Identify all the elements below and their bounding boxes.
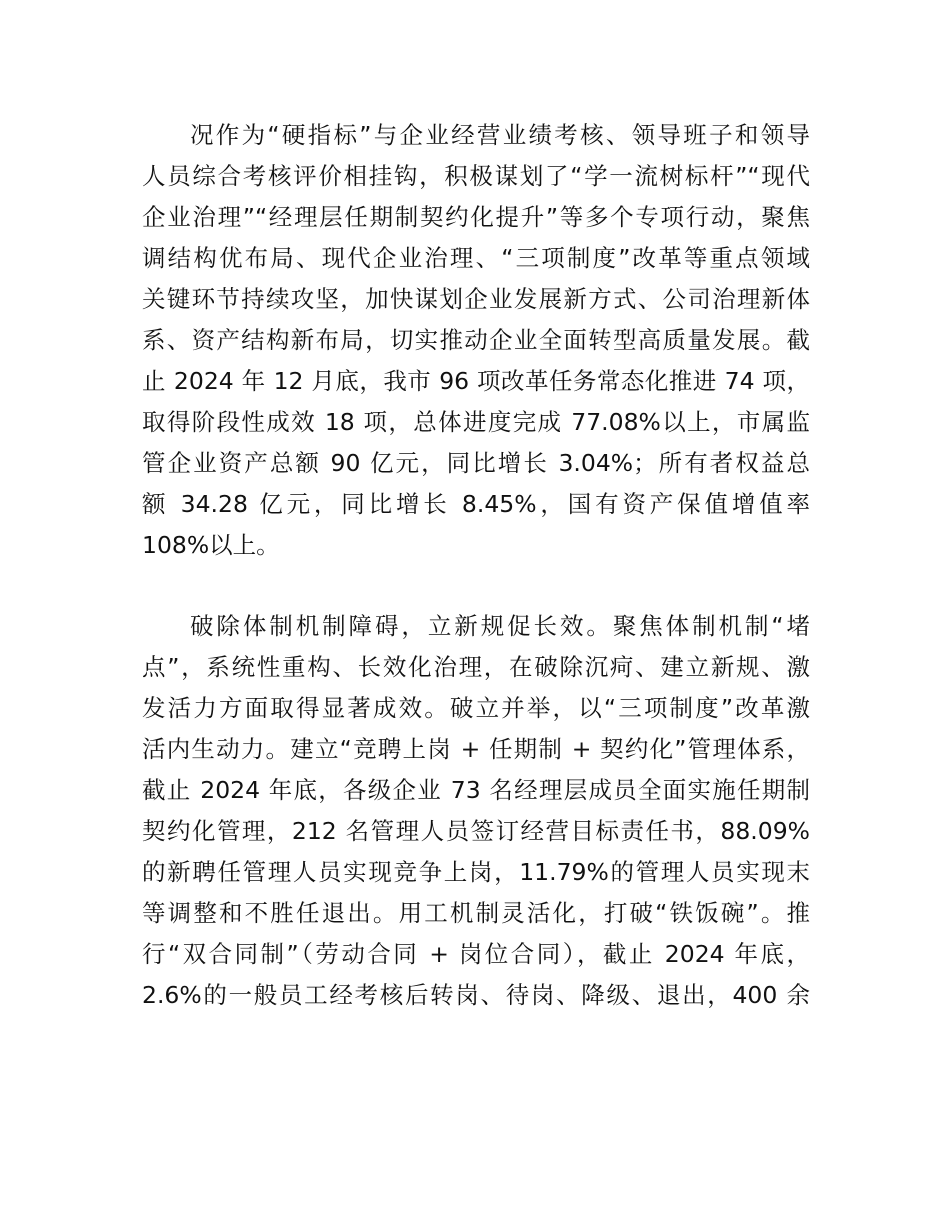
text-line: 2.6%的一般员工经考核后转岗、待岗、降级、退出，400 余 xyxy=(142,981,810,1009)
text-line: 况作为“硬指标”与企业经营业绩考核、领导班子和领导 xyxy=(190,121,810,149)
text-line: 108%以上。 xyxy=(142,531,280,559)
text-line: 人员综合考核评价相挂钩，积极谋划了“学一流树标杆”“现代 xyxy=(142,162,810,190)
text-line: 关键环节持续攻坚，加快谋划企业发展新方式、公司治理新体 xyxy=(142,285,810,313)
text-line: 活内生动力。建立“竞聘上岗 + 任期制 + 契约化”管理体系， xyxy=(142,735,810,763)
text-line: 行“双合同制”（劳动合同 + 岗位合同），截止 2024 年底， xyxy=(142,940,810,968)
text-line: 系、资产结构新布局，切实推动企业全面转型高质量发展。截 xyxy=(142,326,810,354)
text-line: 等调整和不胜任退出。用工机制灵活化，打破“铁饭碗”。推 xyxy=(142,899,810,927)
text-line: 止 2024 年 12 月底，我市 96 项改革任务常态化推进 74 项， xyxy=(142,367,810,395)
text-line: 点”，系统性重构、长效化治理，在破除沉疴、建立新规、激 xyxy=(142,653,810,681)
text-line: 破除体制机制障碍，立新规促长效。聚焦体制机制“堵 xyxy=(190,612,810,640)
text-line: 调结构优布局、现代企业治理、“三项制度”改革等重点领域 xyxy=(142,244,810,272)
text-line: 契约化管理，212 名管理人员签订经营目标责任书，88.09% xyxy=(142,817,810,845)
text-line: 管企业资产总额 90 亿元，同比增长 3.04%；所有者权益总 xyxy=(142,449,810,477)
text-line: 截止 2024 年底，各级企业 73 名经理层成员全面实施任期制 xyxy=(142,776,810,804)
text-line: 额 34.28 亿元，同比增长 8.45%，国有资产保值增值率 xyxy=(142,490,810,518)
text-line: 的新聘任管理人员实现竞争上岗，11.79%的管理人员实现末 xyxy=(142,858,810,886)
text-line: 发活力方面取得显著成效。破立并举，以“三项制度”改革激 xyxy=(142,694,810,722)
text-line: 企业治理”“经理层任期制契约化提升”等多个专项行动，聚焦 xyxy=(142,203,810,231)
text-line: 取得阶段性成效 18 项，总体进度完成 77.08%以上，市属监 xyxy=(142,408,810,436)
